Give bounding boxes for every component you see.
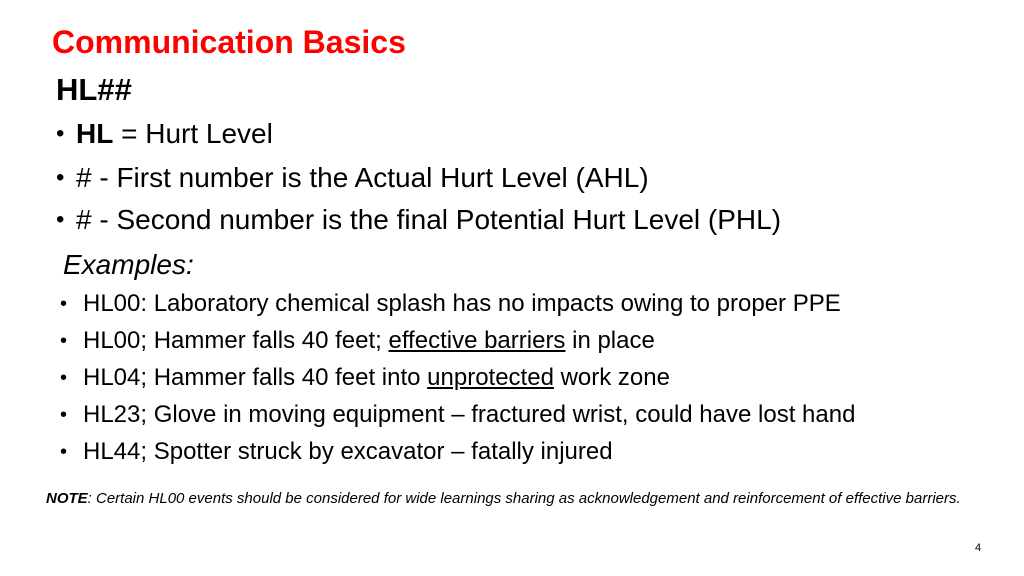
definition-bullet-ahl: [56, 162, 649, 194]
example-item: [60, 401, 855, 429]
bullet-dot: •: [56, 164, 65, 191]
example-item: [60, 364, 670, 392]
page-number: 4: [975, 542, 982, 554]
example-text: HL44; Spotter struck by excavator – fatally injured: [83, 438, 613, 465]
note-text: [46, 488, 996, 509]
definition-text: = Hurt Level: [113, 118, 273, 149]
definition-bold-term: HL: [76, 118, 114, 149]
bullet-dot: •: [60, 367, 68, 389]
example-text-after: work zone: [553, 364, 670, 391]
bullet-dot: •: [56, 206, 65, 233]
example-text: HL00: Laboratory chemical splash has no impacts owing to proper PPE: [83, 290, 841, 317]
definition-text: # - Second number is the final Potential Hurt Level (PHL): [76, 204, 782, 235]
slide-title: Communication Basics: [52, 24, 406, 60]
bullet-dot: •: [56, 120, 65, 147]
definition-bullet-phl: [56, 204, 781, 236]
example-item: [60, 290, 841, 318]
example-underlined-text: unprotected: [427, 364, 554, 391]
slide-subtitle: HL##: [56, 72, 132, 107]
examples-heading: Examples:: [63, 249, 194, 280]
bullet-dot: •: [60, 330, 68, 352]
note-label: NOTE: [46, 490, 88, 507]
definition-bullet-hl: [56, 118, 273, 150]
bullet-dot: •: [60, 404, 68, 426]
example-text-after: in place: [565, 327, 655, 354]
bullet-dot: •: [60, 441, 68, 463]
example-underlined-text: effective barriers: [388, 327, 566, 354]
example-text: HL04; Hammer falls 40 feet into: [83, 364, 428, 391]
example-text: HL00; Hammer falls 40 feet;: [83, 327, 389, 354]
example-item: [60, 327, 655, 355]
definition-text: # - First number is the Actual Hurt Level (AHL): [76, 162, 649, 193]
example-text: HL23; Glove in moving equipment – fractured wrist, could have lost hand: [83, 401, 856, 428]
example-item: [60, 438, 613, 466]
bullet-dot: •: [60, 293, 68, 315]
note-body: : Certain HL00 events should be considered for wide learnings sharing as acknowledgement and reinforcement of effective barriers.: [87, 490, 961, 507]
